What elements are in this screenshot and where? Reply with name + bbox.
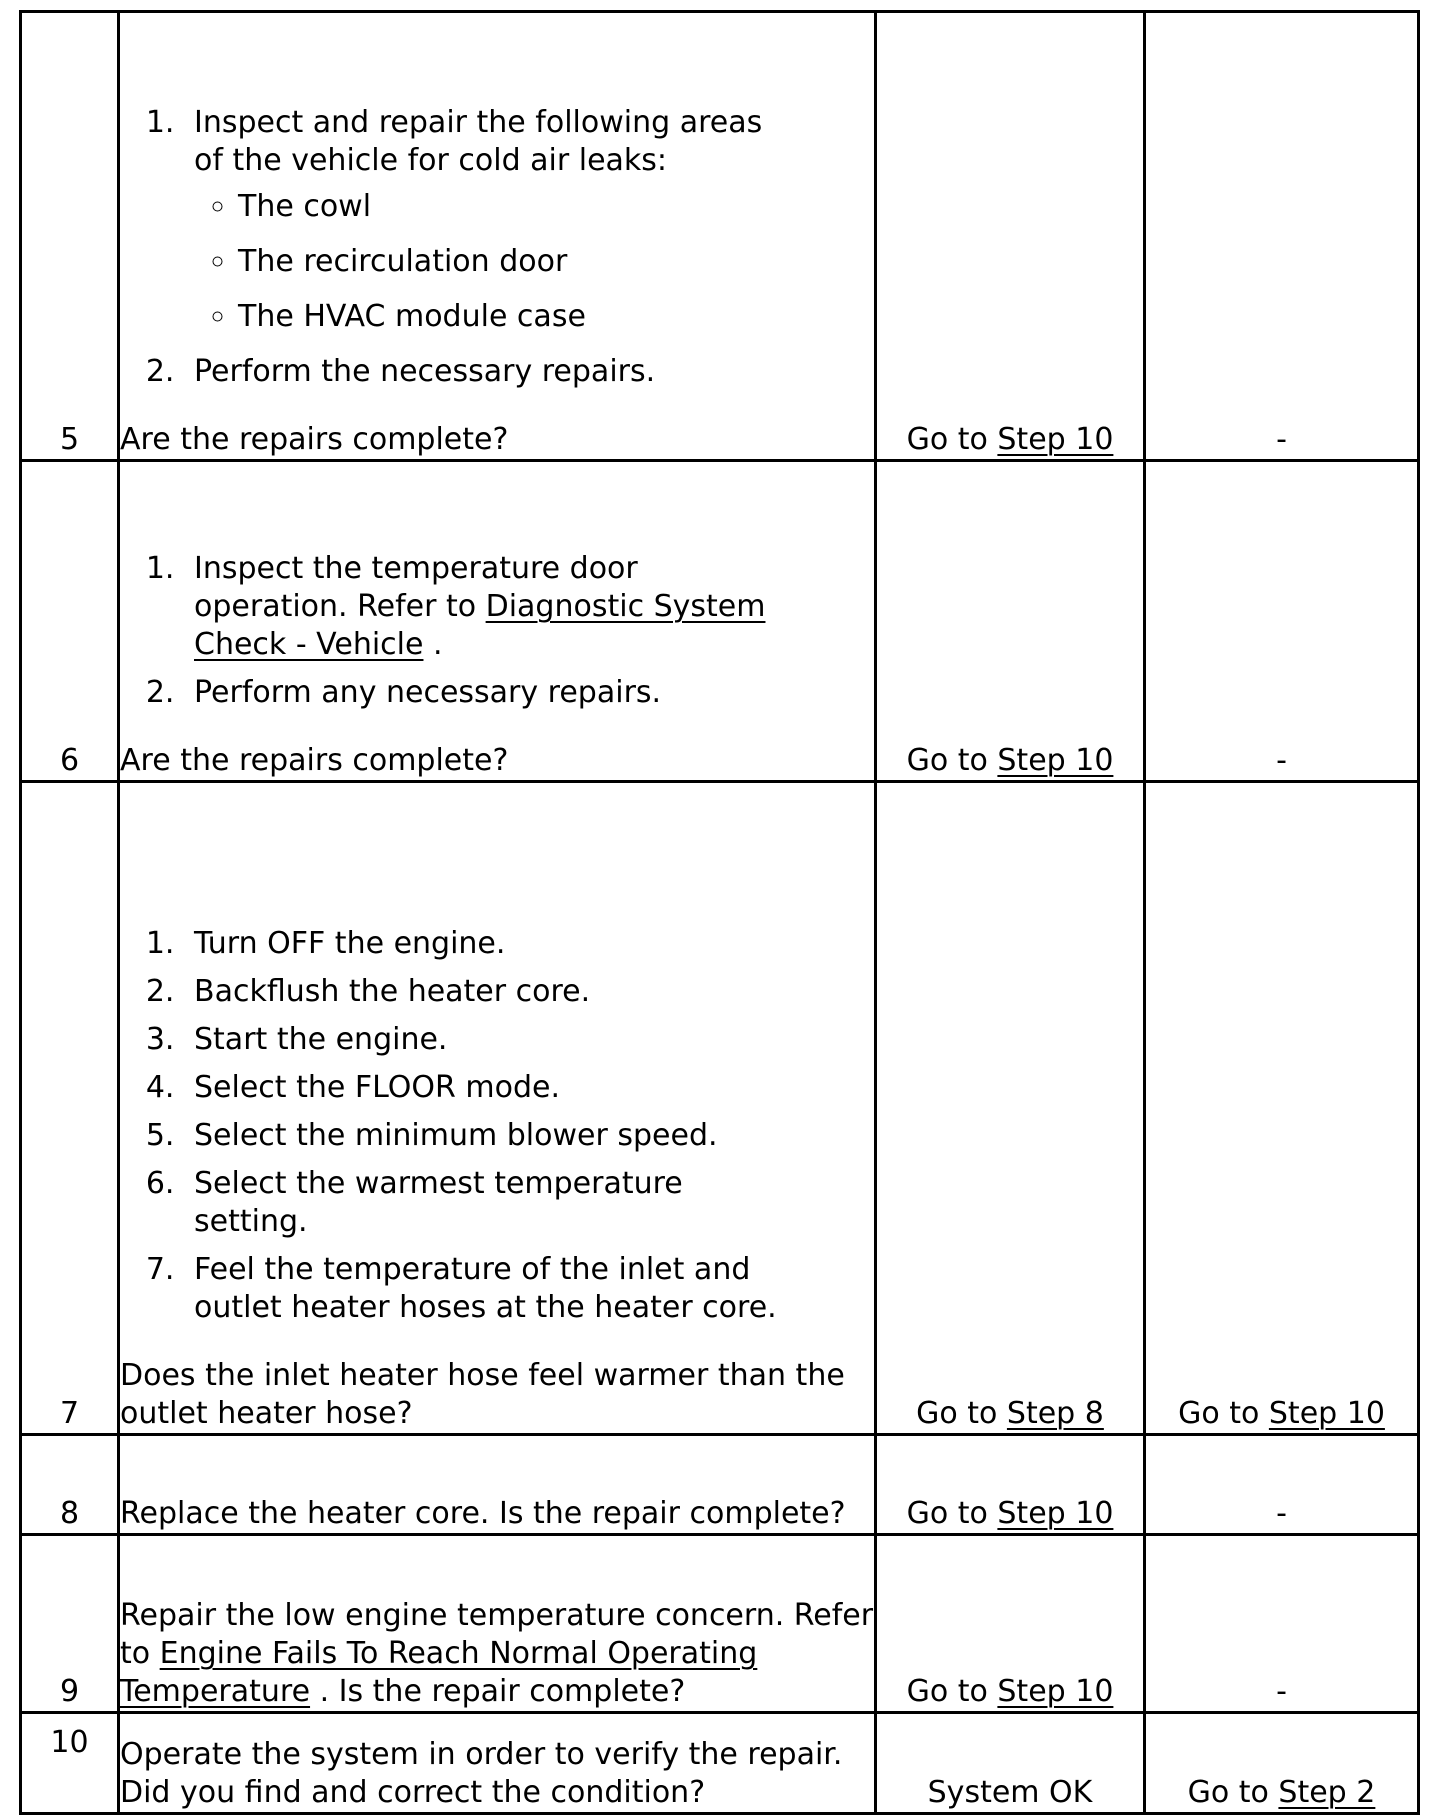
step-row-8 (21, 1435, 1419, 1535)
step-question: Are the repairs complete? (120, 743, 509, 778)
instruction-item: 2. Backflush the heater core. (184, 973, 784, 1011)
instruction-item: 6. Select the warmest temperature setting. (184, 1165, 784, 1241)
bullet-item: ◦ The recirculation door (238, 243, 784, 281)
step-row-5 (21, 12, 1419, 461)
step-link[interactable]: Step 8 (1006, 1396, 1104, 1431)
yes-result: Go to Step 10 (876, 12, 1145, 461)
step-action: Operate the system in order to verify the repair. Did you find and correct the condition? (119, 1713, 876, 1814)
step-action (119, 12, 876, 461)
step-row-10 (21, 1713, 1419, 1814)
step-question: Are the repairs complete? (120, 422, 509, 457)
bullet-list (194, 188, 784, 336)
instruction-list (120, 925, 784, 1327)
no-result: Go to Step 2 (1145, 1713, 1419, 1814)
instruction-item: 4. Select the FLOOR mode. (184, 1069, 784, 1107)
step-row-7 (21, 782, 1419, 1435)
instruction-list (120, 550, 784, 712)
step-number: 7 (21, 782, 119, 1435)
step-number: 6 (21, 461, 119, 782)
yes-result: Go to Step 10 (876, 1535, 1145, 1713)
step-row-9 (21, 1535, 1419, 1713)
step-question: Does the inlet heater hose feel warmer than the outlet heater hose? (120, 1358, 845, 1431)
step-action: Repair the low engine temperature concern. Refer to Engine Fails To Reach Normal Operating Temperature . Is the repair complete? (119, 1535, 876, 1713)
diagnostic-table (19, 10, 1420, 1815)
step-link[interactable]: Step 10 (997, 1674, 1114, 1709)
no-result: Go to Step 10 (1145, 782, 1419, 1435)
instruction-item: 2. Perform the necessary repairs. (184, 353, 784, 391)
yes-result: Go to Step 10 (876, 461, 1145, 782)
instruction-item: 5. Select the minimum blower speed. (184, 1117, 784, 1155)
instruction-item: 3. Start the engine. (184, 1021, 784, 1059)
step-action: Replace the heater core. Is the repair complete? (119, 1435, 876, 1535)
step-link[interactable]: Step 10 (997, 1496, 1114, 1531)
engine-temperature-link[interactable]: Engine Fails To Reach Normal Operating Temperature (120, 1636, 758, 1709)
no-result: - (1145, 12, 1419, 461)
instruction-item: 2. Perform any necessary repairs. (184, 674, 784, 712)
instruction-item: 7. Feel the temperature of the inlet and outlet heater hoses at the heater core. (184, 1251, 784, 1327)
instruction-item: 1. Turn OFF the engine. (184, 925, 784, 963)
no-result: - (1145, 1535, 1419, 1713)
no-result: - (1145, 461, 1419, 782)
yes-result: Go to Step 8 (876, 782, 1145, 1435)
step-number: 5 (21, 12, 119, 461)
step-link[interactable]: Step 10 (997, 422, 1114, 457)
yes-result: System OK (876, 1713, 1145, 1814)
diagnostic-system-check-link[interactable]: Diagnostic System Check - Vehicle (194, 589, 766, 662)
yes-result: Go to Step 10 (876, 1435, 1145, 1535)
bullet-item: ◦ The cowl (238, 188, 784, 226)
no-result: - (1145, 1435, 1419, 1535)
step-number: 9 (21, 1535, 119, 1713)
step-number: 10 (21, 1713, 119, 1814)
step-number: 8 (21, 1435, 119, 1535)
step-link[interactable]: Step 2 (1278, 1775, 1376, 1810)
bullet-item: ◦ The HVAC module case (238, 298, 784, 336)
step-action (119, 782, 876, 1435)
step-link[interactable]: Step 10 (997, 743, 1114, 778)
instruction-item: 1. Inspect the temperature door operation. Refer to Diagnostic System Check - Vehicle . (184, 550, 784, 664)
step-row-6 (21, 461, 1419, 782)
instruction-item: 1. Inspect and repair the following areas of the vehicle for cold air leaks: ◦ The cowl ◦ The recirculation door ◦ The HVAC module case (184, 104, 784, 336)
step-action (119, 461, 876, 782)
step-link[interactable]: Step 10 (1268, 1396, 1385, 1431)
instruction-list (120, 104, 784, 391)
